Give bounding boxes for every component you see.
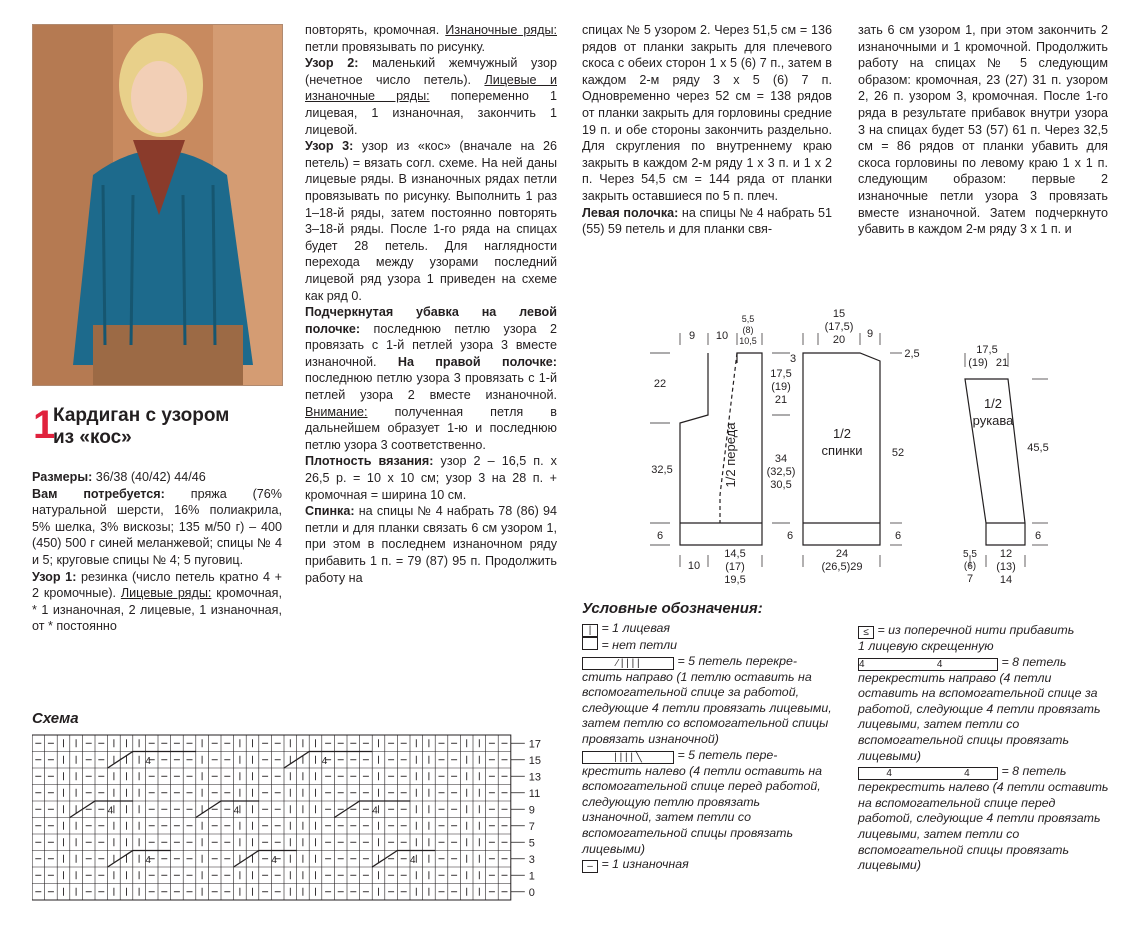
dim-label: 24 [835,548,849,560]
dim-label: (19) [968,357,988,369]
paragraph: Подчеркнутая убавка на левой полочке: последнюю петлю узора 2 провязать с 1-й петлей узора 3 вместе изнаночной. На правой полочке: последнюю петлю узора 3 провязать с 1-й петлей узора 2 вместе изнаночной. Внимание: полученная петля в дальнейшем образует 1-ю и последнюю петлю узора 3 соответственно. [305,305,557,452]
row-number: 9 [528,804,535,817]
dim-label: 22 [653,378,667,390]
dim-label: 20 [832,334,846,346]
cable-count-label: 4 [321,755,328,767]
cross-right-5-icon: ⁄ | | | | [582,657,674,670]
article-title-line1: Кардиган с узором [53,405,230,426]
dim-label: 21 [995,357,1009,369]
dim-label: (6) [963,561,977,572]
row-number: 1 [528,870,535,883]
dim-label: 17,5 [770,368,792,380]
dim-label: (8) [742,325,754,335]
schema-row-numbers [511,738,541,899]
cable-count-label: 4 [372,805,378,817]
dim-label: 6 [894,530,902,542]
knit-symbol-icon: | [582,624,598,637]
dim-label: 52 [891,447,905,459]
row-number: 15 [528,754,542,767]
dim-label: 15 [832,308,846,320]
row-number: 17 [528,738,542,751]
legend-item: – = 1 изнаночная [582,857,832,873]
cable-count-label: 4 [145,854,151,866]
text-column-3 [582,22,832,238]
dim-label: 3 [789,353,797,365]
schema-grid [32,735,511,900]
article-title [53,405,229,449]
dim-label: 17,5 [976,344,998,356]
legend-item: | = 1 лицевая [582,621,832,637]
cable-count-label: 4 [107,805,114,817]
dim-label: (26,5)29 [821,561,863,573]
model-photo-illustration [33,25,282,385]
paragraph: Узор 3: узор из «кос» (вначале на 26 петель) = вязать согл. схеме. На ней даны лицевые ряды. В изнаночных рядах петли провязывать по рисунку. Выполнить 1 раз 1–18-й ряды, затем постоянно повторять 3–18-й ряды. После 1-го ряда на спицах будет 28 петель. Для наглядности перехода между узорами последний лицевой ряд узора 1 приведен на схеме как ряд 0. [305,139,557,303]
increase-symbol-icon: ≤ [858,626,874,639]
cross-left-5-icon: | | | | ╲ [582,751,674,764]
no-stitch-symbol-icon [582,637,598,650]
row-number: 13 [528,771,542,784]
dim-label: 10,5 [739,336,757,346]
dim-label: 9 [866,328,874,340]
row-number: 7 [528,820,535,833]
dim-label: (17,5) [824,321,854,333]
cable-count-label: 4 [145,755,151,767]
dim-label: 19,5 [724,574,746,586]
cable-count-label: 4 [233,805,240,817]
legend-item: ≤ = из поперечной нити прибавить 1 лицевую скрещенную [858,623,1075,653]
paragraph: Вам потребуется: пряжа (76% натуральной шерсти, 16% полиакрила, 5% шелка, 3% вискозы; 135 м/50 г) – 400 (450) 500 г синей меланжевой; спицы № 4 и 5; круговые спицы № 4; 5 пуговиц. [32,486,283,567]
schema-chart [32,733,552,913]
dim-label: 7 [966,573,974,585]
row-number: 3 [528,853,535,866]
legend-left [582,621,832,873]
purl-symbol-icon: – [582,860,598,873]
schema-title: Схема [32,710,79,727]
front-label: 1/2 переда [723,422,738,488]
paragraph: Левая полочка: на спицы № 4 набрать 51 (55) 59 петель и для планки свя- [582,205,833,237]
legend-item: | | | | ╲ = 5 петель пере- крестить налево (4 петли оставить на вспомогательной спице перед работой, следующую петлю провязать изнаночной, затем петли со вспомогательной спицы провязать лицевыми) [582,747,823,856]
dim-label: 34 [774,453,788,465]
dim-label: 10 [715,330,729,342]
dim-label: (19) [771,381,791,393]
cable-count-label: 4 [271,854,277,866]
row-number: 11 [528,787,541,800]
legend-right [858,623,1113,874]
row-number: 0 [528,886,535,899]
dim-label: 12 [999,548,1013,560]
dim-label: 14 [999,574,1013,586]
legend-title: Условные обозначения: [582,600,763,617]
paragraph: Плотность вязания: узор 2 – 16,5 п. х 26,5 р. = 10 х 10 см; узор 3 на 28 п. + кромочная = ширина 10 см. [305,454,557,502]
paragraph: Спинка: на спицы № 4 набрать 78 (86) 94 петли и для планки связать 6 см узором 1, при этом в последнем изнаночном ряду прибавить 1 п. = 79 (87) 95 п. Продолжить работу на [305,504,557,585]
legend-item: 4 4 = 8 петель перекрестить направо (4 петли оставить на вспомогательной спице за работой, следующие 4 петли провязать лицевыми, затем петли со вспомогательной спицы провязать лицевыми) [858,654,1101,763]
legend-item: 4 4 = 8 петель перекрестить налево (4 петли оставить на вспомогательной спице перед работой, следующие 4 петли провязать лицевыми, затем петли со вспомогательной спицы провязать лицевыми) [858,764,1109,873]
dim-label: 21 [774,394,788,406]
sleeve-label-2: рукава [972,413,1014,428]
dim-label: (13) [996,561,1016,573]
text-column-4 [858,22,1108,238]
dim-label: 6 [656,530,664,542]
dim-label: 32,5 [651,464,673,476]
dim-label: 45,5 [1027,442,1049,454]
paragraph: зать 6 см узором 1, при этом закончить 2 изнаночными и 1 кромочной. Продолжить работу на спицах № 5 следующим образом: кромочная, 23 (27) 31 п. узором 2, 26 п. узором 3, кромочная. После 1-го ряда в результате прибавок внутри узора 3 на спицах будет 53 (57) 61 п. Через 32,5 см = 86 рядов от планки убавить для скоса горловины по левому краю 1 х 1 п. следующим образом: первые 2 изнаночные петли узора 3 провязать вместе изнаночной. Затем подчеркнуто убавить в каждом 2-м ряду 3 х 1 п. и [858,23,1108,237]
text-column-1 [32,469,282,635]
dim-label: 5,5 [741,314,755,324]
article-number: 1 [33,403,56,447]
cross-right-8-icon: 4 4 [858,658,998,671]
back-label-2: спинки [821,443,863,458]
row-number: 5 [528,837,535,850]
dim-label: 6 [1034,530,1042,542]
paragraph: спицах № 5 узором 2. Через 51,5 см = 136 рядов от планки закрыть для плечевого скоса с обеих сторон 1 х 5 (6) 7 п., затем в каждом 2-м ряду 3 х 5 (6) 7 п. Одновременно через 52 см = 138 рядов от планки закрыть для горловины средние 19 п. и обе стороны закончить раздельно. Для скругления по внутреннему краю закрыть в каждом 2-м ряду 1 х 3 п. и 1 х 2 п. Через 54,5 см = 144 ряда от планки закрыть оставшиеся по 5 п. плеч. [582,23,832,203]
paragraph: Узор 1: резинка (число петель кратно 4 + 2 кромочные). Лицевые ряды: кромочная, * 1 изнаночная, 2 лицевые, 1 изнаночная, от * постоянно [32,569,282,634]
legend-item: = нет петли [582,637,832,654]
dim-label: 2,5 [904,348,920,360]
paragraph: Узор 2: маленький жемчужный узор (нечетное число петель). Лицевые и изнаночные ряды: попеременно 1 лицевая, 1 изнаночная, закончить 1 лицевой. [305,56,557,137]
model-photo [32,24,283,386]
article-title-line2: из «кос» [53,427,132,448]
cable-count-label: 4 [410,854,416,866]
paragraph: повторять, кромочная. Изнаночные ряды: петли провязывать по рисунку. [305,23,557,54]
paragraph: Размеры: 36/38 (40/42) 44/46 [32,470,206,484]
sleeve-label-1: 1/2 [983,396,1003,411]
dim-label: 5,5 [963,549,977,560]
pattern-diagram [640,305,1060,595]
front-outline [680,353,762,545]
dim-label: 30,5 [770,479,792,491]
text-column-2 [305,22,557,586]
dim-label: (17) [725,561,745,573]
cross-left-8-icon: 4 4 [858,767,998,780]
dim-label: 6 [786,530,794,542]
dim-label: 10 [687,560,701,572]
legend-item: ⁄ | | | | = 5 петель перекре- стить направо (1 петлю оставить на вспомогательной спице за работой, следующие 4 петли провязать лицевыми, затем петлю со вспомогательной спицы провязать изнаночной) [582,653,832,746]
dim-label: 9 [688,330,696,342]
dim-label: (32,5) [766,466,796,478]
back-label-1: 1/2 [832,426,852,441]
dim-label: 14,5 [724,548,746,560]
